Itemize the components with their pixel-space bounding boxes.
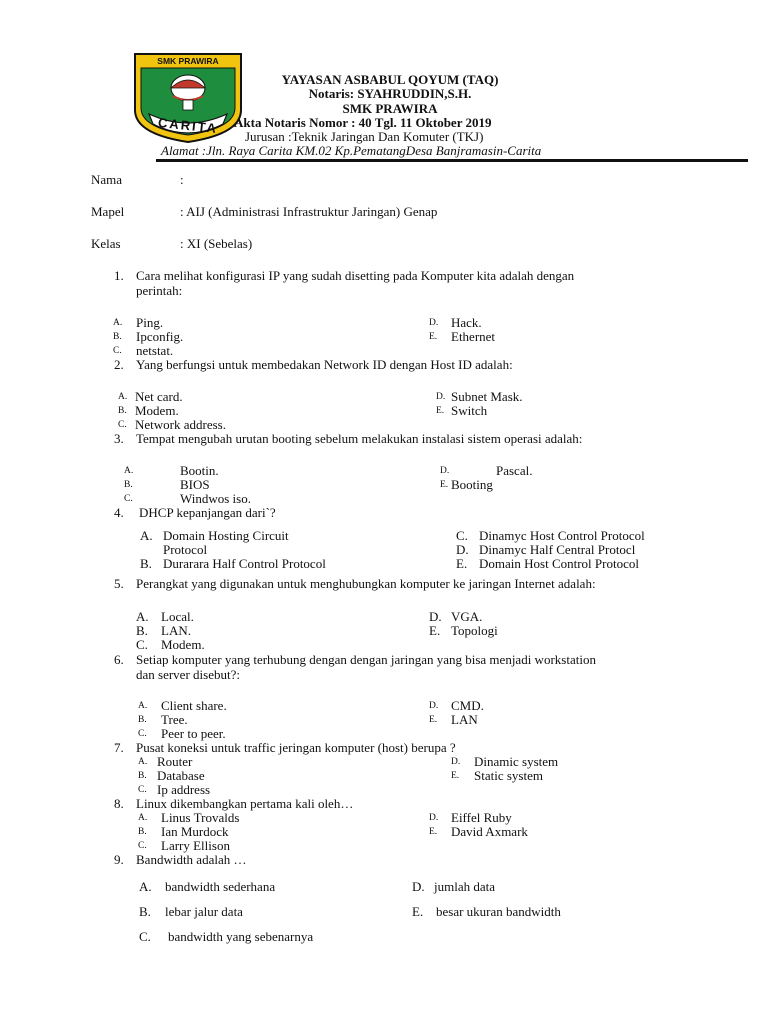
option-label: C. [124, 494, 133, 504]
option-text[interactable]: bandwidth yang sebenarnya [168, 929, 314, 944]
option-text[interactable]: Dinamic system [474, 754, 559, 769]
option-text[interactable]: Switch [451, 403, 488, 418]
info-label-nama: Nama [91, 172, 123, 187]
question-number: 3. [114, 431, 124, 446]
option-label: E. [412, 904, 424, 919]
option-text[interactable]: Hack. [451, 315, 482, 330]
option-text[interactable]: Peer to peer. [161, 726, 226, 741]
option-text[interactable]: netstat. [136, 343, 174, 358]
option-label: E. [436, 406, 445, 416]
option-text[interactable]: Domain Hosting Circuit [163, 528, 289, 543]
info-label-kelas: Kelas [91, 236, 121, 251]
question-text: Yang berfungsi untuk membedakan Network ID dengan Host ID adalah: [136, 357, 513, 372]
option-label: D. [440, 466, 450, 476]
option-text[interactable]: CMD. [451, 698, 484, 713]
option-label: E. [429, 715, 438, 725]
option-text[interactable]: Durarara Half Control Protocol [163, 556, 326, 571]
option-label: C. [136, 637, 148, 652]
option-text[interactable]: Client share. [161, 698, 227, 713]
option-label: B. [118, 406, 127, 416]
option-text[interactable]: Modem. [161, 637, 205, 652]
option-text[interactable]: Eiffel Ruby [451, 810, 512, 825]
option-text[interactable]: Linus Trovalds [161, 810, 240, 825]
option-text[interactable]: Bootin. [180, 463, 219, 478]
question-text: perintah: [136, 283, 183, 298]
option-label: E. [451, 771, 460, 781]
option-label: B. [136, 623, 148, 638]
option-text[interactable]: BIOS [180, 477, 210, 492]
option-label: D. [429, 609, 442, 624]
option-text[interactable]: Protocol [163, 542, 208, 557]
option-text[interactable]: Domain Host Control Protocol [479, 556, 639, 571]
option-text[interactable]: Pascal. [496, 463, 533, 478]
option-label: D. [436, 392, 446, 402]
question-number: 8. [114, 796, 124, 811]
option-text[interactable]: Ethernet [451, 329, 496, 344]
option-label: A. [138, 701, 148, 711]
option-text[interactable]: LAN. [161, 623, 191, 638]
question-number: 1. [114, 268, 124, 283]
option-label: A. [138, 813, 148, 823]
option-text[interactable]: Ip address [157, 782, 211, 797]
option-label: B. [138, 715, 147, 725]
option-label: C. [113, 346, 122, 356]
deed-line: Akta Notaris Nomor : 40 Tgl. 11 Oktober 2019 [234, 115, 492, 130]
option-text[interactable]: Windwos iso. [180, 491, 251, 506]
option-label: A. [113, 318, 123, 328]
major-line: Jurusan :Teknik Jaringan Dan Komuter (TKJ) [245, 129, 484, 144]
option-label: E. [429, 827, 438, 837]
question-text: dan server disebut?: [136, 667, 240, 682]
school-name: SMK PRAWIRA [342, 101, 438, 116]
option-text[interactable]: Subnet Mask. [451, 389, 523, 404]
option-label: B. [138, 827, 147, 837]
option-label: C. [138, 729, 147, 739]
question-number: 2. [114, 357, 124, 372]
notary-name: Notaris: SYAHRUDDIN,S.H. [308, 86, 472, 101]
option-label: B. [139, 904, 151, 919]
option-text[interactable]: Local. [161, 609, 194, 624]
option-text[interactable]: LAN [451, 712, 478, 727]
logo-top-text: SMK PRAWIRA [157, 56, 219, 66]
option-text[interactable]: jumlah data [434, 879, 496, 894]
question-text: Perangkat yang digunakan untuk menghubungkan komputer ke jaringan Internet adalah: [136, 576, 596, 591]
option-text[interactable]: Net card. [135, 389, 183, 404]
option-label: D. [429, 813, 439, 823]
option-label: E. [429, 332, 438, 342]
question-number: 4. [114, 505, 124, 520]
option-text[interactable]: Static system [474, 768, 543, 783]
logo-bottom-text: CARITA [157, 114, 219, 137]
option-text[interactable]: Router [157, 754, 193, 769]
option-label: E. [440, 480, 449, 490]
option-text[interactable]: Topologi [451, 623, 498, 638]
option-label: D. [429, 701, 439, 711]
question-number: 6. [114, 652, 124, 667]
question-text: DHCP kepanjangan dari`? [139, 505, 276, 520]
school-logo [131, 52, 245, 144]
option-label: B. [113, 332, 122, 342]
option-label: C. [118, 420, 127, 430]
option-text[interactable]: besar ukuran bandwidth [436, 904, 561, 919]
option-label: B. [124, 480, 133, 490]
option-text[interactable]: Database [157, 768, 205, 783]
option-label: D. [429, 318, 439, 328]
option-label: C. [138, 785, 147, 795]
question-text: Tempat mengubah urutan booting sebelum melakukan instalasi sistem operasi adalah: [136, 431, 583, 446]
option-label: E. [429, 623, 441, 638]
option-label: A. [139, 879, 152, 894]
question-text: Bandwidth adalah … [136, 852, 247, 867]
question-text: Linux dikembangkan pertama kali oleh… [136, 796, 354, 811]
option-label: A. [118, 392, 128, 402]
option-label: A. [140, 528, 153, 543]
option-text[interactable]: Ian Murdock [161, 824, 229, 839]
header-divider [156, 159, 748, 162]
question-text: Setiap komputer yang terhubung dengan dengan jaringan yang bisa menjadi workstation [136, 652, 596, 667]
option-label: A. [138, 757, 148, 767]
option-text[interactable]: bandwidth sederhana [165, 879, 276, 894]
question-number: 9. [114, 852, 124, 867]
info-value-mapel: : AIJ (Administrasi Infrastruktur Jaringan) Genap [180, 204, 438, 219]
option-label: B. [140, 556, 152, 571]
foundation-name: YAYASAN ASBABUL QOYUM (TAQ) [281, 72, 499, 87]
option-text[interactable]: Ping. [136, 315, 164, 330]
option-label: C. [139, 929, 151, 944]
info-value-kelas: : XI (Sebelas) [180, 236, 253, 251]
option-label: C. [138, 841, 147, 851]
option-text[interactable]: lebar jalur data [165, 904, 243, 919]
option-label: C. [456, 528, 468, 543]
option-text[interactable]: Booting [451, 477, 493, 492]
option-text[interactable]: Network address. [135, 417, 226, 432]
option-label: A. [124, 466, 134, 476]
option-label: B. [138, 771, 147, 781]
option-label: D. [451, 757, 461, 767]
info-label-mapel: Mapel [91, 204, 125, 219]
option-text[interactable]: Dinamyc Half Central Protocl [479, 542, 636, 557]
question-text: Pusat koneksi untuk traffic jeringan komputer (host) berupa ? [136, 740, 456, 755]
option-label: D. [456, 542, 469, 557]
question-text: Cara melihat konfigurasi IP yang sudah disetting pada Komputer kita adalah dengan [136, 268, 575, 283]
option-text[interactable]: Ipconfig. [136, 329, 184, 344]
option-label: A. [136, 609, 149, 624]
info-value-nama[interactable]: : [180, 172, 184, 187]
option-text[interactable]: Larry Ellison [161, 838, 230, 853]
option-label: E. [456, 556, 468, 571]
option-text[interactable]: Modem. [135, 403, 179, 418]
option-text[interactable]: Tree. [161, 712, 188, 727]
question-number: 5. [114, 576, 124, 591]
option-label: D. [412, 879, 425, 894]
address-line: Alamat :Jln. Raya Carita KM.02 Kp.PematangDesa Banjramasin-Carita [161, 143, 542, 158]
question-number: 7. [114, 740, 124, 755]
option-text[interactable]: David Axmark [451, 824, 528, 839]
option-text[interactable]: Dinamyc Host Control Protocol [479, 528, 645, 543]
option-text[interactable]: VGA. [451, 609, 483, 624]
